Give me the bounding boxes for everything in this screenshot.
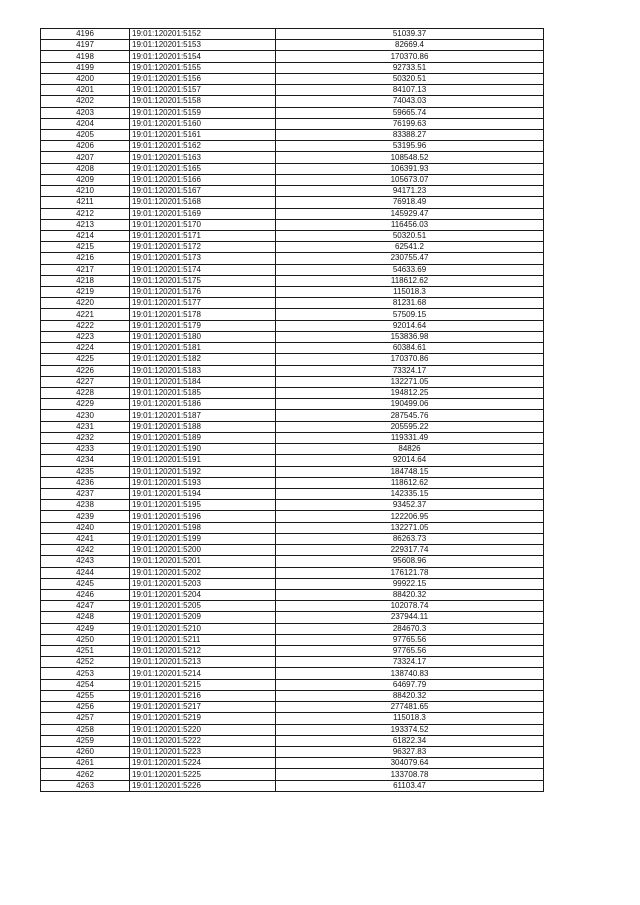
row-number-cell: 4251 xyxy=(41,646,130,657)
row-number-cell: 4235 xyxy=(41,466,130,477)
value-cell: 88420.32 xyxy=(276,690,544,701)
table-row xyxy=(41,376,544,387)
cadastral-number-cell: 19:01:120201:5191 xyxy=(130,455,276,466)
value-cell: 73324.17 xyxy=(276,657,544,668)
value-cell: 61103.47 xyxy=(276,780,544,791)
value-cell: 76199.63 xyxy=(276,118,544,129)
table-row xyxy=(41,679,544,690)
cadastral-number-cell: 19:01:120201:5224 xyxy=(130,758,276,769)
value-cell: 86263.73 xyxy=(276,533,544,544)
table-row xyxy=(41,455,544,466)
row-number-cell: 4203 xyxy=(41,107,130,118)
table-row xyxy=(41,780,544,791)
cadastral-number-cell: 19:01:120201:5171 xyxy=(130,230,276,241)
value-cell: 176121.78 xyxy=(276,567,544,578)
table-row xyxy=(41,612,544,623)
cadastral-number-cell: 19:01:120201:5181 xyxy=(130,343,276,354)
cadastral-number-cell: 19:01:120201:5199 xyxy=(130,533,276,544)
table-row xyxy=(41,365,544,376)
table-row xyxy=(41,522,544,533)
row-number-cell: 4221 xyxy=(41,309,130,320)
value-cell: 95608.96 xyxy=(276,556,544,567)
value-cell: 138740.83 xyxy=(276,668,544,679)
value-cell: 93452.37 xyxy=(276,500,544,511)
row-number-cell: 4255 xyxy=(41,690,130,701)
value-cell: 184748.15 xyxy=(276,466,544,477)
row-number-cell: 4211 xyxy=(41,197,130,208)
table-row xyxy=(41,444,544,455)
table-row xyxy=(41,589,544,600)
cadastral-number-cell: 19:01:120201:5220 xyxy=(130,724,276,735)
row-number-cell: 4222 xyxy=(41,320,130,331)
row-number-cell: 4216 xyxy=(41,253,130,264)
table-row xyxy=(41,96,544,107)
table-row xyxy=(41,601,544,612)
table-row xyxy=(41,511,544,522)
row-number-cell: 4258 xyxy=(41,724,130,735)
row-number-cell: 4206 xyxy=(41,141,130,152)
cadastral-number-cell: 19:01:120201:5170 xyxy=(130,219,276,230)
table-row xyxy=(41,421,544,432)
row-number-cell: 4259 xyxy=(41,735,130,746)
table-row xyxy=(41,713,544,724)
table-row xyxy=(41,657,544,668)
value-cell: 145929.47 xyxy=(276,208,544,219)
table-row xyxy=(41,410,544,421)
cadastral-number-cell: 19:01:120201:5190 xyxy=(130,444,276,455)
value-cell: 88420.32 xyxy=(276,589,544,600)
table-row xyxy=(41,567,544,578)
value-cell: 205595.22 xyxy=(276,421,544,432)
value-cell: 277481.65 xyxy=(276,702,544,713)
value-cell: 115018.3 xyxy=(276,713,544,724)
table-row xyxy=(41,758,544,769)
value-cell: 194812.25 xyxy=(276,388,544,399)
cadastral-number-cell: 19:01:120201:5194 xyxy=(130,488,276,499)
row-number-cell: 4260 xyxy=(41,747,130,758)
row-number-cell: 4200 xyxy=(41,73,130,84)
cadastral-number-cell: 19:01:120201:5179 xyxy=(130,320,276,331)
cadastral-number-cell: 19:01:120201:5201 xyxy=(130,556,276,567)
row-number-cell: 4257 xyxy=(41,713,130,724)
row-number-cell: 4207 xyxy=(41,152,130,163)
value-cell: 132271.05 xyxy=(276,522,544,533)
row-number-cell: 4208 xyxy=(41,163,130,174)
row-number-cell: 4243 xyxy=(41,556,130,567)
cadastral-number-cell: 19:01:120201:5153 xyxy=(130,40,276,51)
table-row xyxy=(41,623,544,634)
table-row xyxy=(41,298,544,309)
cadastral-number-cell: 19:01:120201:5211 xyxy=(130,634,276,645)
value-cell: 51039.37 xyxy=(276,29,544,40)
row-number-cell: 4233 xyxy=(41,444,130,455)
row-number-cell: 4218 xyxy=(41,275,130,286)
cadastral-number-cell: 19:01:120201:5202 xyxy=(130,567,276,578)
table-row xyxy=(41,690,544,701)
table-row xyxy=(41,747,544,758)
row-number-cell: 4247 xyxy=(41,601,130,612)
table-row xyxy=(41,219,544,230)
value-cell: 193374.52 xyxy=(276,724,544,735)
row-number-cell: 4213 xyxy=(41,219,130,230)
value-cell: 106391.93 xyxy=(276,163,544,174)
cadastral-number-cell: 19:01:120201:5212 xyxy=(130,646,276,657)
row-number-cell: 4254 xyxy=(41,679,130,690)
row-number-cell: 4201 xyxy=(41,85,130,96)
cadastral-number-cell: 19:01:120201:5195 xyxy=(130,500,276,511)
row-number-cell: 4244 xyxy=(41,567,130,578)
row-number-cell: 4230 xyxy=(41,410,130,421)
row-number-cell: 4240 xyxy=(41,522,130,533)
value-cell: 84107.13 xyxy=(276,85,544,96)
table-row xyxy=(41,331,544,342)
value-cell: 230755.47 xyxy=(276,253,544,264)
table-row xyxy=(41,264,544,275)
cadastral-number-cell: 19:01:120201:5217 xyxy=(130,702,276,713)
row-number-cell: 4246 xyxy=(41,589,130,600)
cadastral-number-cell: 19:01:120201:5215 xyxy=(130,679,276,690)
cadastral-number-cell: 19:01:120201:5214 xyxy=(130,668,276,679)
row-number-cell: 4239 xyxy=(41,511,130,522)
row-number-cell: 4196 xyxy=(41,29,130,40)
value-cell: 142335.15 xyxy=(276,488,544,499)
value-cell: 190499.06 xyxy=(276,399,544,410)
row-number-cell: 4238 xyxy=(41,500,130,511)
cadastral-number-cell: 19:01:120201:5177 xyxy=(130,298,276,309)
row-number-cell: 4263 xyxy=(41,780,130,791)
table-row xyxy=(41,309,544,320)
value-cell: 81231.68 xyxy=(276,298,544,309)
cadastral-number-cell: 19:01:120201:5175 xyxy=(130,275,276,286)
value-cell: 50320.51 xyxy=(276,73,544,84)
cadastral-number-cell: 19:01:120201:5213 xyxy=(130,657,276,668)
row-number-cell: 4210 xyxy=(41,186,130,197)
cadastral-number-cell: 19:01:120201:5188 xyxy=(130,421,276,432)
row-number-cell: 4227 xyxy=(41,376,130,387)
value-cell: 118612.62 xyxy=(276,275,544,286)
cadastral-number-cell: 19:01:120201:5161 xyxy=(130,129,276,140)
cadastral-number-cell: 19:01:120201:5157 xyxy=(130,85,276,96)
cadastral-number-cell: 19:01:120201:5154 xyxy=(130,51,276,62)
table-row xyxy=(41,73,544,84)
value-cell: 61822.34 xyxy=(276,735,544,746)
value-cell: 59665.74 xyxy=(276,107,544,118)
cadastral-number-cell: 19:01:120201:5178 xyxy=(130,309,276,320)
row-number-cell: 4248 xyxy=(41,612,130,623)
table-row xyxy=(41,107,544,118)
value-cell: 132271.05 xyxy=(276,376,544,387)
table-row xyxy=(41,646,544,657)
value-cell: 84826 xyxy=(276,444,544,455)
table-row xyxy=(41,152,544,163)
value-cell: 92014.64 xyxy=(276,455,544,466)
value-cell: 62541.2 xyxy=(276,242,544,253)
table-row xyxy=(41,388,544,399)
value-cell: 92733.51 xyxy=(276,62,544,73)
cadastral-number-cell: 19:01:120201:5163 xyxy=(130,152,276,163)
value-cell: 115018.3 xyxy=(276,287,544,298)
cadastral-number-cell: 19:01:120201:5209 xyxy=(130,612,276,623)
cadastral-number-cell: 19:01:120201:5216 xyxy=(130,690,276,701)
row-number-cell: 4250 xyxy=(41,634,130,645)
value-cell: 119331.49 xyxy=(276,432,544,443)
table-row xyxy=(41,40,544,51)
row-number-cell: 4198 xyxy=(41,51,130,62)
value-cell: 54633.69 xyxy=(276,264,544,275)
value-cell: 82669.4 xyxy=(276,40,544,51)
cadastral-number-cell: 19:01:120201:5204 xyxy=(130,589,276,600)
table-row xyxy=(41,432,544,443)
table-row xyxy=(41,197,544,208)
table-row xyxy=(41,253,544,264)
table-row xyxy=(41,634,544,645)
value-cell: 97765.56 xyxy=(276,646,544,657)
value-cell: 237944.11 xyxy=(276,612,544,623)
row-number-cell: 4237 xyxy=(41,488,130,499)
row-number-cell: 4234 xyxy=(41,455,130,466)
cadastral-number-cell: 19:01:120201:5155 xyxy=(130,62,276,73)
cadastral-number-cell: 19:01:120201:5160 xyxy=(130,118,276,129)
cadastral-number-cell: 19:01:120201:5187 xyxy=(130,410,276,421)
cadastral-number-cell: 19:01:120201:5167 xyxy=(130,186,276,197)
table-row xyxy=(41,118,544,129)
cadastral-number-cell: 19:01:120201:5169 xyxy=(130,208,276,219)
row-number-cell: 4199 xyxy=(41,62,130,73)
row-number-cell: 4204 xyxy=(41,118,130,129)
row-number-cell: 4225 xyxy=(41,354,130,365)
value-cell: 96327.83 xyxy=(276,747,544,758)
table-row xyxy=(41,51,544,62)
value-cell: 153836.98 xyxy=(276,331,544,342)
table-row xyxy=(41,545,544,556)
data-table xyxy=(40,28,544,792)
value-cell: 133708.78 xyxy=(276,769,544,780)
cadastral-number-cell: 19:01:120201:5176 xyxy=(130,287,276,298)
value-cell: 170370.86 xyxy=(276,51,544,62)
value-cell: 97765.56 xyxy=(276,634,544,645)
row-number-cell: 4214 xyxy=(41,230,130,241)
value-cell: 53195.96 xyxy=(276,141,544,152)
value-cell: 304079.64 xyxy=(276,758,544,769)
table-row xyxy=(41,354,544,365)
table-row xyxy=(41,230,544,241)
table-row xyxy=(41,556,544,567)
value-cell: 284670.3 xyxy=(276,623,544,634)
table-row xyxy=(41,724,544,735)
table-row xyxy=(41,186,544,197)
value-cell: 122206.95 xyxy=(276,511,544,522)
row-number-cell: 4236 xyxy=(41,477,130,488)
cadastral-number-cell: 19:01:120201:5174 xyxy=(130,264,276,275)
row-number-cell: 4242 xyxy=(41,545,130,556)
table-row xyxy=(41,399,544,410)
cadastral-number-cell: 19:01:120201:5156 xyxy=(130,73,276,84)
cadastral-number-cell: 19:01:120201:5186 xyxy=(130,399,276,410)
table-row xyxy=(41,488,544,499)
value-cell: 116456.03 xyxy=(276,219,544,230)
row-number-cell: 4209 xyxy=(41,174,130,185)
row-number-cell: 4226 xyxy=(41,365,130,376)
row-number-cell: 4229 xyxy=(41,399,130,410)
table-row xyxy=(41,769,544,780)
table-row xyxy=(41,208,544,219)
cadastral-number-cell: 19:01:120201:5158 xyxy=(130,96,276,107)
value-cell: 105673.07 xyxy=(276,174,544,185)
row-number-cell: 4241 xyxy=(41,533,130,544)
row-number-cell: 4245 xyxy=(41,578,130,589)
value-cell: 74043.03 xyxy=(276,96,544,107)
table-row xyxy=(41,320,544,331)
value-cell: 92014.64 xyxy=(276,320,544,331)
cadastral-number-cell: 19:01:120201:5200 xyxy=(130,545,276,556)
row-number-cell: 4202 xyxy=(41,96,130,107)
table-row xyxy=(41,702,544,713)
value-cell: 118612.62 xyxy=(276,477,544,488)
cadastral-number-cell: 19:01:120201:5192 xyxy=(130,466,276,477)
table-row xyxy=(41,735,544,746)
table-row xyxy=(41,668,544,679)
cadastral-number-cell: 19:01:120201:5226 xyxy=(130,780,276,791)
table-row xyxy=(41,477,544,488)
row-number-cell: 4212 xyxy=(41,208,130,219)
cadastral-number-cell: 19:01:120201:5183 xyxy=(130,365,276,376)
cadastral-number-cell: 19:01:120201:5159 xyxy=(130,107,276,118)
value-cell: 73324.17 xyxy=(276,365,544,376)
row-number-cell: 4252 xyxy=(41,657,130,668)
row-number-cell: 4223 xyxy=(41,331,130,342)
value-cell: 99922.15 xyxy=(276,578,544,589)
cadastral-number-cell: 19:01:120201:5168 xyxy=(130,197,276,208)
cadastral-number-cell: 19:01:120201:5219 xyxy=(130,713,276,724)
table-row xyxy=(41,163,544,174)
table-row xyxy=(41,62,544,73)
cadastral-number-cell: 19:01:120201:5210 xyxy=(130,623,276,634)
row-number-cell: 4256 xyxy=(41,702,130,713)
cadastral-number-cell: 19:01:120201:5189 xyxy=(130,432,276,443)
cadastral-number-cell: 19:01:120201:5162 xyxy=(130,141,276,152)
value-cell: 50320.51 xyxy=(276,230,544,241)
cadastral-number-cell: 19:01:120201:5203 xyxy=(130,578,276,589)
table-row xyxy=(41,129,544,140)
value-cell: 60384.61 xyxy=(276,343,544,354)
table-row xyxy=(41,466,544,477)
row-number-cell: 4217 xyxy=(41,264,130,275)
cadastral-number-cell: 19:01:120201:5182 xyxy=(130,354,276,365)
row-number-cell: 4232 xyxy=(41,432,130,443)
table-row xyxy=(41,500,544,511)
value-cell: 57509.15 xyxy=(276,309,544,320)
row-number-cell: 4253 xyxy=(41,668,130,679)
row-number-cell: 4261 xyxy=(41,758,130,769)
row-number-cell: 4215 xyxy=(41,242,130,253)
table-row xyxy=(41,141,544,152)
value-cell: 64697.79 xyxy=(276,679,544,690)
table-row xyxy=(41,287,544,298)
value-cell: 102078.74 xyxy=(276,601,544,612)
cadastral-number-cell: 19:01:120201:5223 xyxy=(130,747,276,758)
value-cell: 76918.49 xyxy=(276,197,544,208)
row-number-cell: 4224 xyxy=(41,343,130,354)
cadastral-number-cell: 19:01:120201:5198 xyxy=(130,522,276,533)
cadastral-number-cell: 19:01:120201:5193 xyxy=(130,477,276,488)
cadastral-number-cell: 19:01:120201:5173 xyxy=(130,253,276,264)
value-cell: 94171.23 xyxy=(276,186,544,197)
cadastral-number-cell: 19:01:120201:5165 xyxy=(130,163,276,174)
table-row xyxy=(41,242,544,253)
cadastral-number-cell: 19:01:120201:5152 xyxy=(130,29,276,40)
value-cell: 170370.86 xyxy=(276,354,544,365)
row-number-cell: 4220 xyxy=(41,298,130,309)
row-number-cell: 4231 xyxy=(41,421,130,432)
value-cell: 83388.27 xyxy=(276,129,544,140)
cadastral-number-cell: 19:01:120201:5166 xyxy=(130,174,276,185)
row-number-cell: 4205 xyxy=(41,129,130,140)
table-row xyxy=(41,275,544,286)
table-row xyxy=(41,29,544,40)
table-row xyxy=(41,174,544,185)
cadastral-number-cell: 19:01:120201:5222 xyxy=(130,735,276,746)
cadastral-number-cell: 19:01:120201:5184 xyxy=(130,376,276,387)
cadastral-number-cell: 19:01:120201:5172 xyxy=(130,242,276,253)
value-cell: 287545.76 xyxy=(276,410,544,421)
cadastral-number-cell: 19:01:120201:5180 xyxy=(130,331,276,342)
cadastral-number-cell: 19:01:120201:5205 xyxy=(130,601,276,612)
row-number-cell: 4228 xyxy=(41,388,130,399)
table-row xyxy=(41,533,544,544)
row-number-cell: 4197 xyxy=(41,40,130,51)
cadastral-number-cell: 19:01:120201:5196 xyxy=(130,511,276,522)
cadastral-number-cell: 19:01:120201:5185 xyxy=(130,388,276,399)
cadastral-number-cell: 19:01:120201:5225 xyxy=(130,769,276,780)
value-cell: 108548.52 xyxy=(276,152,544,163)
row-number-cell: 4249 xyxy=(41,623,130,634)
table-row xyxy=(41,343,544,354)
table-row xyxy=(41,578,544,589)
table-row xyxy=(41,85,544,96)
row-number-cell: 4219 xyxy=(41,287,130,298)
value-cell: 229317.74 xyxy=(276,545,544,556)
row-number-cell: 4262 xyxy=(41,769,130,780)
table-body xyxy=(41,29,544,792)
